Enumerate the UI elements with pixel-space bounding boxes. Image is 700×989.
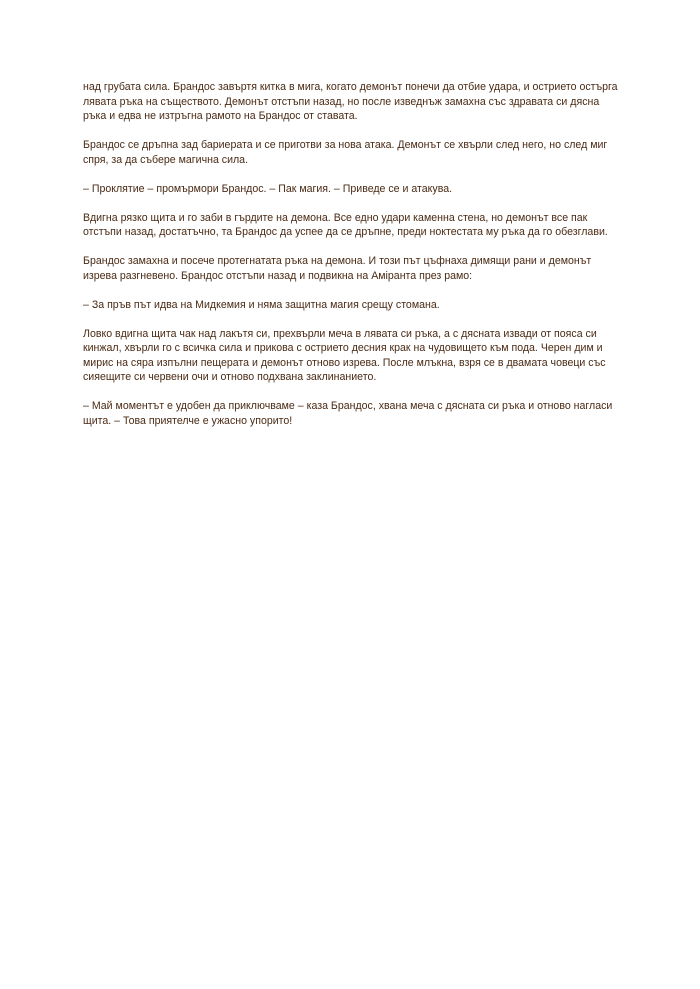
paragraph: Брандос се дръпна зад бариерата и се приготви за нова атака. Демонът се хвърли след него, но след миг спря, за да събере магична сила.	[83, 139, 608, 166]
paragraph: – За пръв път идва на Мидкемия и няма защитна магия срещу стомана.	[83, 298, 440, 311]
paragraph: – Проклятие – промърмори Брандос. – Пак магия. – Приведе се и атакува.	[83, 182, 453, 195]
paragraph: Ловко вдигна щита чак над лакътя си, прехвърли меча в лявата си ръка, а с дясната извади от пояса си кинжал, хвърли го с всичка сила и прикова с острието десния крак на чудовището към пода. Черен дим и мирис на сяра изпълни пещерата и демонът отново изрева. После млъкна, взря се в двамата човеци със сияещите си червени очи и отново подхвана заклинанието.	[83, 327, 606, 383]
paragraph: над грубата сила. Брандос завъртя китка в мига, когато демонът понечи да отбие удара, и острието остърга лявата ръка на съществото. Демонът отстъпи назад, но после изведнъж замахна със здравата си дясна ръка и едва не изтръгна рамото на Брандос от ставата.	[83, 81, 618, 122]
paragraph: Вдигна рязко щита и го заби в гърдите на демона. Все едно удари каменна стена, но демонът все пак отстъпи назад, достатъчно, та Брандос да успее да се дръпне, преди ноктестата му ръка да го обезглави.	[83, 211, 608, 238]
paragraph: – Май моментът е удобен да приключваме – каза Брандос, хвана меча с дясната си ръка и отново нагласи щита. – Това приятелче е ужасно упорито!	[83, 400, 613, 427]
document-body	[83, 80, 618, 443]
paragraph: Брандос замахна и посече протегнатата ръка на демона. И този път цъфнаха димящи рани и демонът изрева разгневено. Брандос отстъпи назад и подвикна на Аміранта през рамо:	[83, 255, 592, 282]
